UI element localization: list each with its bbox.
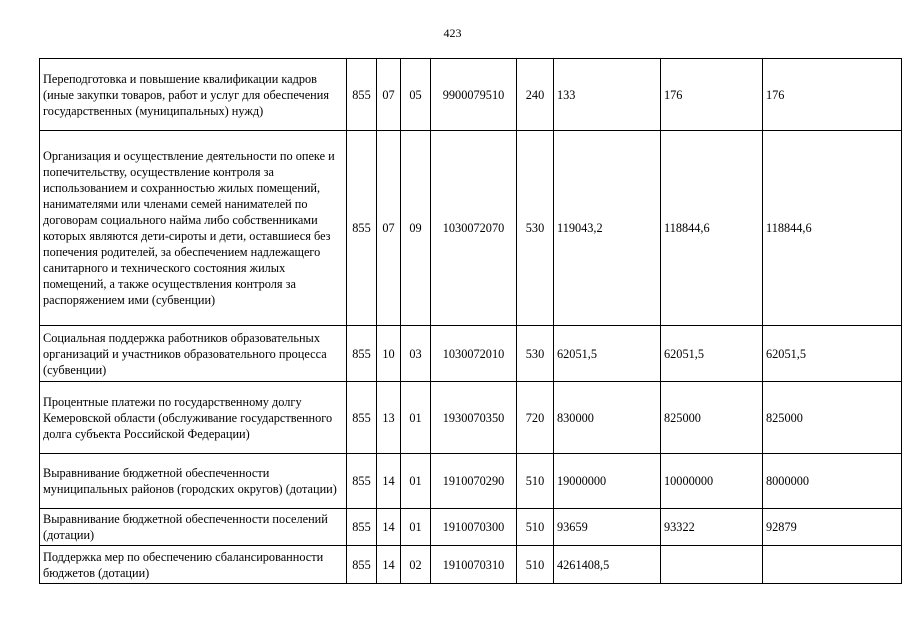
table-row [40,382,902,454]
expense-type-code: 510 [517,454,554,509]
target-article-code: 9900079510 [431,59,517,131]
amount-year-2: 118844,6 [661,131,763,326]
table-row [40,131,902,326]
subsection-code: 03 [401,326,431,382]
amount-year-2: 176 [661,59,763,131]
target-article-code: 1910070310 [431,546,517,584]
table-row [40,509,902,546]
target-article-code: 1910070300 [431,509,517,546]
amount-year-2: 10000000 [661,454,763,509]
table-row [40,59,902,131]
expense-type-code: 510 [517,546,554,584]
ministry-code: 855 [347,509,377,546]
subsection-code: 01 [401,509,431,546]
target-article-code: 1030072070 [431,131,517,326]
amount-year-2: 62051,5 [661,326,763,382]
amount-year-1: 19000000 [554,454,661,509]
amount-year-1: 62051,5 [554,326,661,382]
amount-year-3: 92879 [763,509,902,546]
subsection-code: 01 [401,382,431,454]
amount-year-1: 830000 [554,382,661,454]
amount-year-3: 8000000 [763,454,902,509]
section-code: 14 [377,509,401,546]
amount-year-2: 93322 [661,509,763,546]
amount-year-3 [763,546,902,584]
amount-year-1: 4261408,5 [554,546,661,584]
table-row [40,546,902,584]
section-code: 07 [377,131,401,326]
ministry-code: 855 [347,131,377,326]
ministry-code: 855 [347,326,377,382]
subsection-code: 05 [401,59,431,131]
expense-type-code: 530 [517,131,554,326]
section-code: 07 [377,59,401,131]
amount-year-3: 176 [763,59,902,131]
row-description: Поддержка мер по обеспечению сбалансированности бюджетов (дотации) [40,546,347,584]
amount-year-1: 119043,2 [554,131,661,326]
subsection-code: 09 [401,131,431,326]
subsection-code: 01 [401,454,431,509]
ministry-code: 855 [347,454,377,509]
row-description: Выравнивание бюджетной обеспеченности поселений (дотации) [40,509,347,546]
expense-type-code: 240 [517,59,554,131]
ministry-code: 855 [347,59,377,131]
ministry-code: 855 [347,382,377,454]
row-description: Процентные платежи по государственному долгу Кемеровской области (обслуживание государственного долга субъекта Российской Федерации) [40,382,347,454]
amount-year-2: 825000 [661,382,763,454]
row-description: Организация и осуществление деятельности по опеке и попечительству, осуществление контроля за использованием и сохранностью жилых помещений, нанимателями или членами семей нанимателей по договорам социального найма либо собственниками которых являются дети-сироты и дети, оставшиеся без попечения родителей, за обеспечением надлежащего санитарного и технического состояния жилых помещений, а также осуществления контроля за распоряжением ими (субвенции) [40,131,347,326]
row-description: Социальная поддержка работников образовательных организаций и участников образовательного процесса (субвенции) [40,326,347,382]
section-code: 14 [377,546,401,584]
amount-year-1: 133 [554,59,661,131]
expense-type-code: 510 [517,509,554,546]
subsection-code: 02 [401,546,431,584]
table-row [40,326,902,382]
amount-year-1: 93659 [554,509,661,546]
table-row [40,454,902,509]
page-number: 423 [443,26,462,40]
expense-type-code: 720 [517,382,554,454]
amount-year-2 [661,546,763,584]
budget-table [39,58,902,584]
target-article-code: 1030072010 [431,326,517,382]
section-code: 14 [377,454,401,509]
amount-year-3: 825000 [763,382,902,454]
amount-year-3: 118844,6 [763,131,902,326]
section-code: 10 [377,326,401,382]
target-article-code: 1910070290 [431,454,517,509]
row-description: Выравнивание бюджетной обеспеченности муниципальных районов (городских округов) (дотации) [40,454,347,509]
ministry-code: 855 [347,546,377,584]
section-code: 13 [377,382,401,454]
expense-type-code: 530 [517,326,554,382]
row-description: Переподготовка и повышение квалификации кадров (иные закупки товаров, работ и услуг для обеспечения государственных (муниципальных) нужд) [40,59,347,131]
target-article-code: 1930070350 [431,382,517,454]
amount-year-3: 62051,5 [763,326,902,382]
